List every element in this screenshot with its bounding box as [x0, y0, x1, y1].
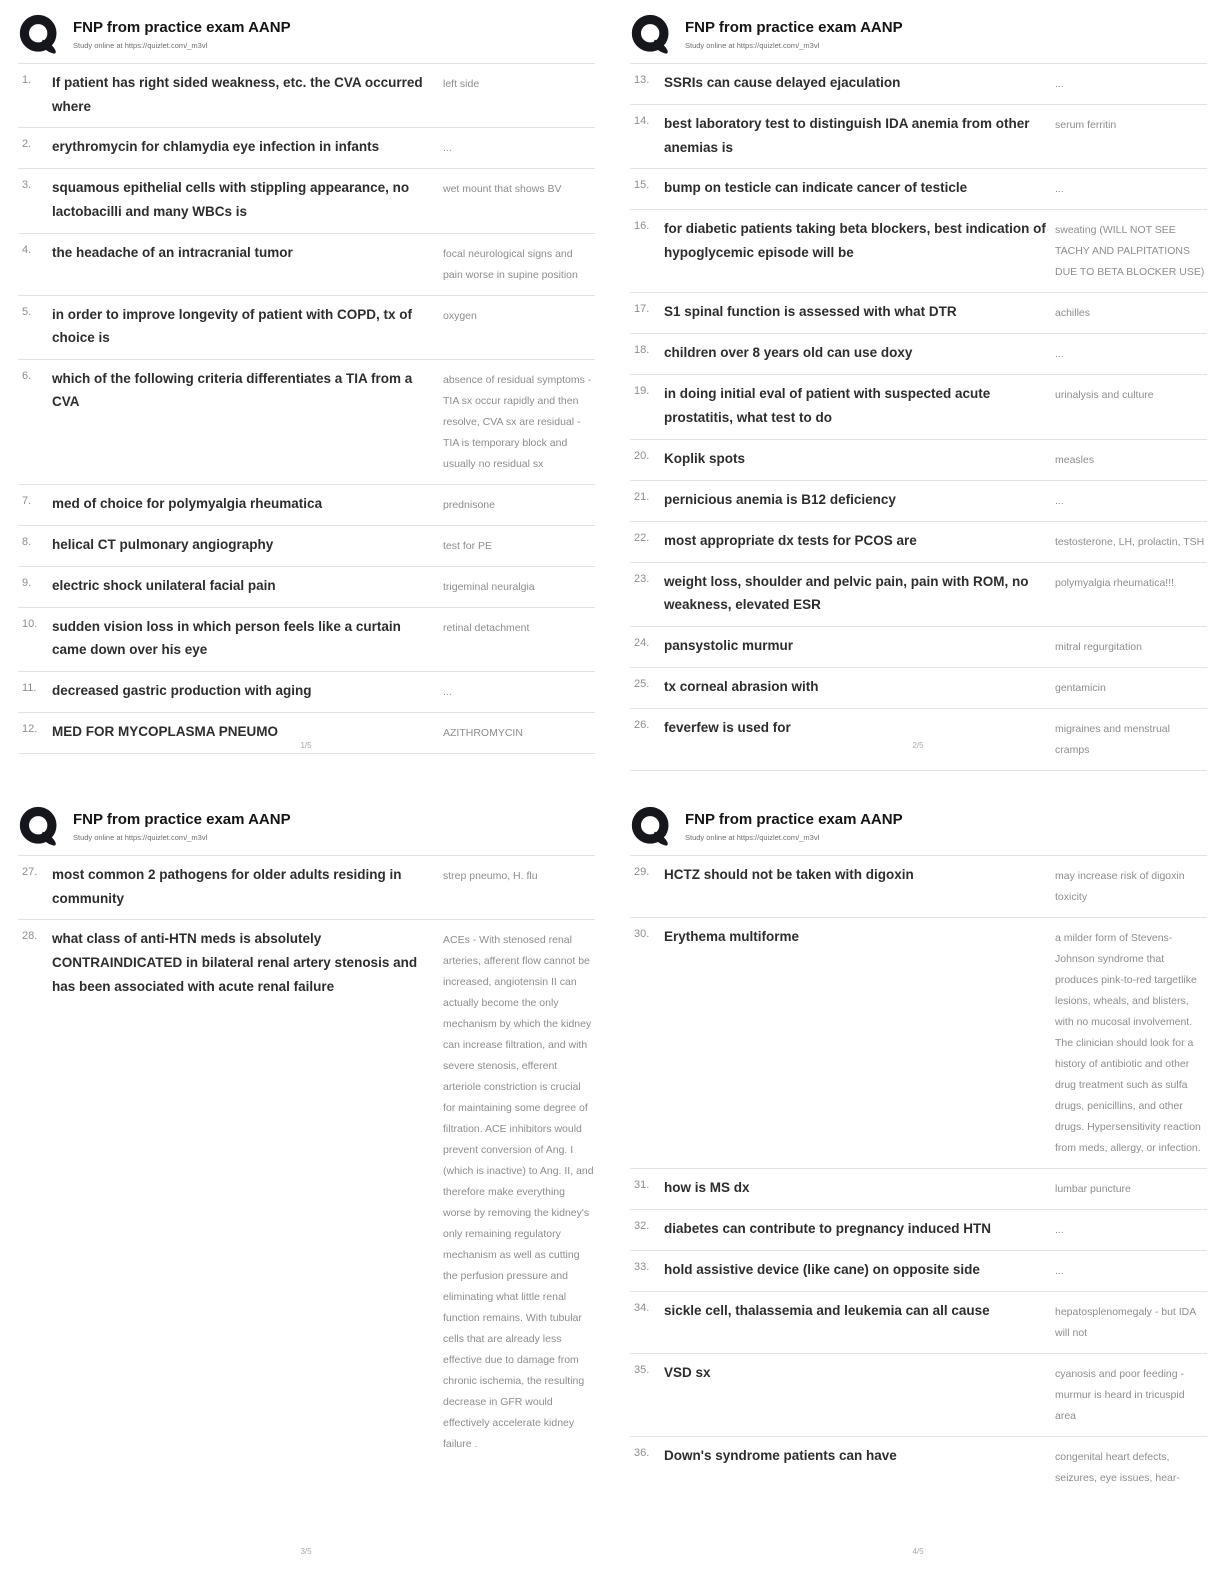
question-text: feverfew is used for: [664, 719, 791, 735]
question-number: 18.: [634, 344, 650, 357]
question-number: 3.: [22, 179, 32, 192]
set-title: FNP from practice exam AANP: [73, 19, 291, 36]
question-text: squamous epithelial cells with stippling appearance, no lactobacilli and many WBCs is: [52, 180, 410, 219]
header-text: [685, 806, 903, 842]
qa-row: [630, 627, 1207, 668]
question-text: weight loss, shoulder and pelvic pain, pain with ROM, no weakness, elevated ESR: [664, 573, 1029, 613]
header-text: [73, 14, 291, 50]
page-number: 2/5: [912, 741, 924, 750]
qa-row: [18, 608, 595, 672]
answer-text: wet mount that shows BV: [443, 183, 562, 196]
qa-row: [18, 128, 595, 169]
answer-text: absence of residual symptoms - TIA sx occur rapidly and then resolve, CVA sx are residual - TIA is temporary block and usually no residual sx: [443, 373, 592, 470]
page-header: [18, 806, 595, 856]
question-number: 21.: [634, 490, 650, 503]
question-number: 8.: [22, 535, 32, 548]
question-text: hold assistive device (like cane) on opposite side: [664, 1262, 980, 1277]
question-text: pansystolic murmur: [664, 637, 794, 653]
question-text: decreased gastric production with aging: [52, 683, 312, 698]
qa-list: [18, 64, 595, 754]
question-number: 24.: [634, 636, 650, 649]
page-number: 3/5: [300, 1547, 312, 1556]
set-title: FNP from practice exam AANP: [73, 811, 291, 828]
question-number: 36.: [634, 1447, 650, 1459]
question-number: 25.: [634, 677, 650, 690]
question-text: in order to improve longevity of patient with COPD, tx of choice is: [52, 306, 413, 346]
question-text: If patient has right sided weakness, etc. the CVA occurred where: [52, 75, 423, 114]
answer-text: testosterone, LH, prolactin, TSH: [1055, 535, 1205, 548]
question-number: 26.: [634, 718, 650, 731]
qa-row: [18, 567, 595, 608]
question-number: 4.: [22, 243, 32, 256]
question-number: 12.: [22, 723, 38, 735]
qa-row: [630, 1210, 1207, 1251]
question-number: 10.: [22, 617, 38, 630]
qa-row: [630, 668, 1207, 709]
qa-row: [630, 856, 1207, 918]
set-title: FNP from practice exam AANP: [685, 811, 903, 828]
qa-row: [630, 709, 1207, 771]
question-text: the headache of an intracranial tumor: [52, 244, 293, 260]
answer-text: test for PE: [443, 539, 493, 552]
qa-row: [18, 64, 595, 128]
question-number: 32.: [634, 1220, 650, 1232]
answer-text: achilles: [1055, 307, 1091, 320]
answer-text: ...: [1055, 1224, 1064, 1236]
question-number: 22.: [634, 531, 650, 544]
quizlet-logo-icon: [630, 806, 674, 850]
quizlet-logo-icon: [630, 14, 674, 58]
question-text: most common 2 pathogens for older adults residing in community: [52, 867, 402, 906]
quizlet-logo-icon: [18, 806, 62, 850]
answer-text: left side: [443, 78, 480, 90]
question-number: 27.: [22, 866, 38, 878]
question-number: 33.: [634, 1261, 650, 1273]
qa-row: [630, 563, 1207, 627]
answer-text: polymyalgia rheumatica!!!: [1055, 576, 1175, 589]
question-text: helical CT pulmonary angiography: [52, 536, 274, 552]
page-number: 4/5: [912, 1547, 924, 1556]
question-text: in doing initial eval of patient with suspected acute prostatitis, what test to do: [664, 386, 991, 425]
answer-text: serum ferritin: [1055, 119, 1117, 131]
answer-text: retinal detachment: [443, 621, 530, 634]
answer-text: trigeminal neuralgia: [443, 580, 535, 593]
study-url: Study online at https://quizlet.com/_m3vl: [685, 40, 820, 50]
question-text: best laboratory test to distinguish IDA anemia from other anemias is: [664, 116, 1030, 155]
qa-row: [630, 334, 1207, 375]
answer-text: sweating (WILL NOT SEE TACHY AND PALPITATIONS DUE TO BETA BLOCKER USE): [1055, 224, 1205, 279]
question-text: sudden vision loss in which person feels like a curtain came down over his eye: [52, 618, 401, 658]
question-text: erythromycin for chlamydia eye infection in infants: [52, 139, 380, 155]
page-1: [0, 0, 612, 792]
question-text: diabetes can contribute to pregnancy induced HTN: [664, 1221, 992, 1236]
question-text: Erythema multiforme: [664, 929, 800, 944]
question-text: Koplik spots: [664, 450, 746, 466]
question-text: for diabetic patients taking beta blockers, best indication of hypoglycemic episode will be: [664, 221, 1046, 260]
question-number: 16.: [634, 220, 650, 233]
question-text: S1 spinal function is assessed with what DTR: [664, 304, 957, 320]
qa-row: [630, 64, 1207, 105]
question-text: how is MS dx: [664, 1180, 750, 1195]
question-number: 31.: [634, 1179, 650, 1191]
question-text: med of choice for polymyalgia rheumatica: [52, 495, 323, 511]
question-number: 28.: [22, 930, 38, 943]
question-number: 11.: [22, 682, 37, 694]
question-text: sickle cell, thalassemia and leukemia can all cause: [664, 1303, 990, 1318]
answer-text: measles: [1055, 453, 1095, 466]
answer-text: migraines and menstrual cramps: [1055, 722, 1170, 756]
page-4: [612, 792, 1224, 1584]
qa-row: [18, 526, 595, 567]
answer-text: ...: [1055, 348, 1064, 361]
question-number: 1.: [22, 74, 32, 86]
qa-row: [630, 1292, 1207, 1354]
question-text: children over 8 years old can use doxy: [664, 345, 913, 361]
question-number: 9.: [22, 576, 32, 589]
answer-text: prednisone: [443, 498, 495, 511]
answer-text: ...: [443, 142, 452, 155]
page-number: 1/5: [300, 741, 312, 750]
question-text: VSD sx: [664, 1365, 711, 1380]
question-number: 23.: [634, 572, 650, 585]
question-text: Down's syndrome patients can have: [664, 1448, 897, 1463]
question-text: which of the following criteria differentiates a TIA from a CVA: [52, 370, 413, 410]
qa-row: [630, 1169, 1207, 1210]
question-text: bump on testicle can indicate cancer of testicle: [664, 180, 968, 196]
page-header: [630, 14, 1207, 64]
qa-row: [18, 296, 595, 360]
set-title: FNP from practice exam AANP: [685, 19, 903, 36]
question-number: 6.: [22, 369, 32, 382]
qa-row: [18, 672, 595, 713]
answer-text: ...: [1055, 183, 1064, 196]
answer-text: gentamicin: [1055, 681, 1106, 694]
question-text: most appropriate dx tests for PCOS are: [664, 532, 917, 548]
question-number: 29.: [634, 866, 650, 878]
qa-row: [18, 856, 595, 920]
qa-row: [630, 105, 1207, 169]
answer-text: ...: [1055, 78, 1064, 90]
answer-text: oxygen: [443, 309, 477, 322]
answer-text: a milder form of Stevens-Johnson syndrome that produces pink-to-red targetlike lesions, wheals, and blisters, with no mucosal involvement. The clinician should look for a history of antibiotic and other drug treatment such as sulfa drugs, penicillins, and other drugs. Hypersensitivity reaction from meds, allergy, or infection.: [1055, 932, 1201, 1154]
qa-row: [18, 169, 595, 233]
question-number: 7.: [22, 494, 32, 507]
answer-text: ...: [1055, 494, 1064, 507]
header-text: [685, 14, 903, 50]
study-url: Study online at https://quizlet.com/_m3vl: [685, 832, 820, 842]
page-2: [612, 0, 1224, 792]
study-url: Study online at https://quizlet.com/_m3vl: [73, 832, 208, 842]
qa-row: [630, 293, 1207, 334]
answer-text: mitral regurgitation: [1055, 640, 1142, 653]
qa-row: [630, 918, 1207, 1169]
question-number: 34.: [634, 1302, 650, 1314]
question-number: 2.: [22, 138, 32, 151]
answer-text: ACEs - With stenosed renal arteries, afferent flow cannot be increased, angiotensin II can actually become the only mechanism by which the kidney can increase filtration, and with severe stenosis, efferent arteriole constriction is crucial for maintaining some degree of filtration. ACE inhibitors would prevent conversion of Ang. I (which is inactive) to Ang. II, and therefore make everything worse by removing the kidney's only remaining regulatory mechanism as well as cutting the perfusion pressure and eliminating what little renal function remains. With tubular cells that are already less effective due to damage from chronic ischemia, the resulting decrease in GFR would effectively accelerate kidney failure .: [443, 934, 594, 1451]
question-text: what class of anti-HTN meds is absolutely CONTRAINDICATED in bilateral renal artery stenosis and has been associated with acute renal failure: [52, 931, 418, 994]
answer-text: may increase risk of digoxin toxicity: [1055, 870, 1185, 903]
question-text: SSRIs can cause delayed ejaculation: [664, 75, 901, 90]
question-text: electric shock unilateral facial pain: [52, 577, 276, 593]
page-3: [0, 792, 612, 1584]
question-text: tx corneal abrasion with: [664, 678, 819, 694]
qa-row: [630, 1251, 1207, 1292]
qa-row: [18, 234, 595, 296]
answer-text: ...: [443, 686, 452, 698]
question-number: 14.: [634, 115, 650, 127]
study-url: Study online at https://quizlet.com/_m3vl: [73, 40, 208, 50]
answer-text: congenital heart defects, seizures, eye issues, hear-: [1055, 1451, 1180, 1484]
qa-row: [630, 481, 1207, 522]
question-number: 19.: [634, 385, 650, 398]
question-number: 17.: [634, 303, 650, 316]
qa-row: [630, 1354, 1207, 1437]
page-header: [18, 14, 595, 64]
question-text: pernicious anemia is B12 deficiency: [664, 491, 896, 507]
qa-row: [630, 1437, 1207, 1498]
question-number: 5.: [22, 305, 32, 318]
qa-row: [18, 920, 595, 1464]
qa-row: [18, 485, 595, 526]
qa-list: [630, 64, 1207, 771]
answer-text: urinalysis and culture: [1055, 389, 1154, 402]
answer-text: AZITHROMYCIN: [443, 727, 523, 739]
answer-text: focal neurological signs and pain worse in supine position: [443, 247, 578, 281]
qa-row: [630, 522, 1207, 563]
question-number: 15.: [634, 179, 650, 192]
page-header: [630, 806, 1207, 856]
answer-text: cyanosis and poor feeding - murmur is heard in tricuspid area: [1055, 1368, 1185, 1422]
qa-row: [630, 440, 1207, 481]
question-number: 30.: [634, 928, 650, 940]
question-text: HCTZ should not be taken with digoxin: [664, 867, 914, 882]
qa-row: [18, 360, 595, 485]
header-text: [73, 806, 291, 842]
question-number: 20.: [634, 449, 650, 462]
answer-text: lumbar puncture: [1055, 1183, 1131, 1195]
question-number: 35.: [634, 1364, 650, 1376]
answer-text: ...: [1055, 1265, 1064, 1277]
qa-list: [630, 856, 1207, 1498]
qa-row: [630, 169, 1207, 210]
qa-row: [630, 375, 1207, 439]
answer-text: strep pneumo, H. flu: [443, 870, 538, 882]
question-number: 13.: [634, 74, 650, 86]
answer-text: hepatosplenomegaly - but IDA will not: [1055, 1306, 1196, 1339]
question-text: MED FOR MYCOPLASMA PNEUMO: [52, 724, 278, 739]
quizlet-logo-icon: [18, 14, 62, 58]
qa-row: [630, 210, 1207, 293]
qa-list: [18, 856, 595, 1464]
